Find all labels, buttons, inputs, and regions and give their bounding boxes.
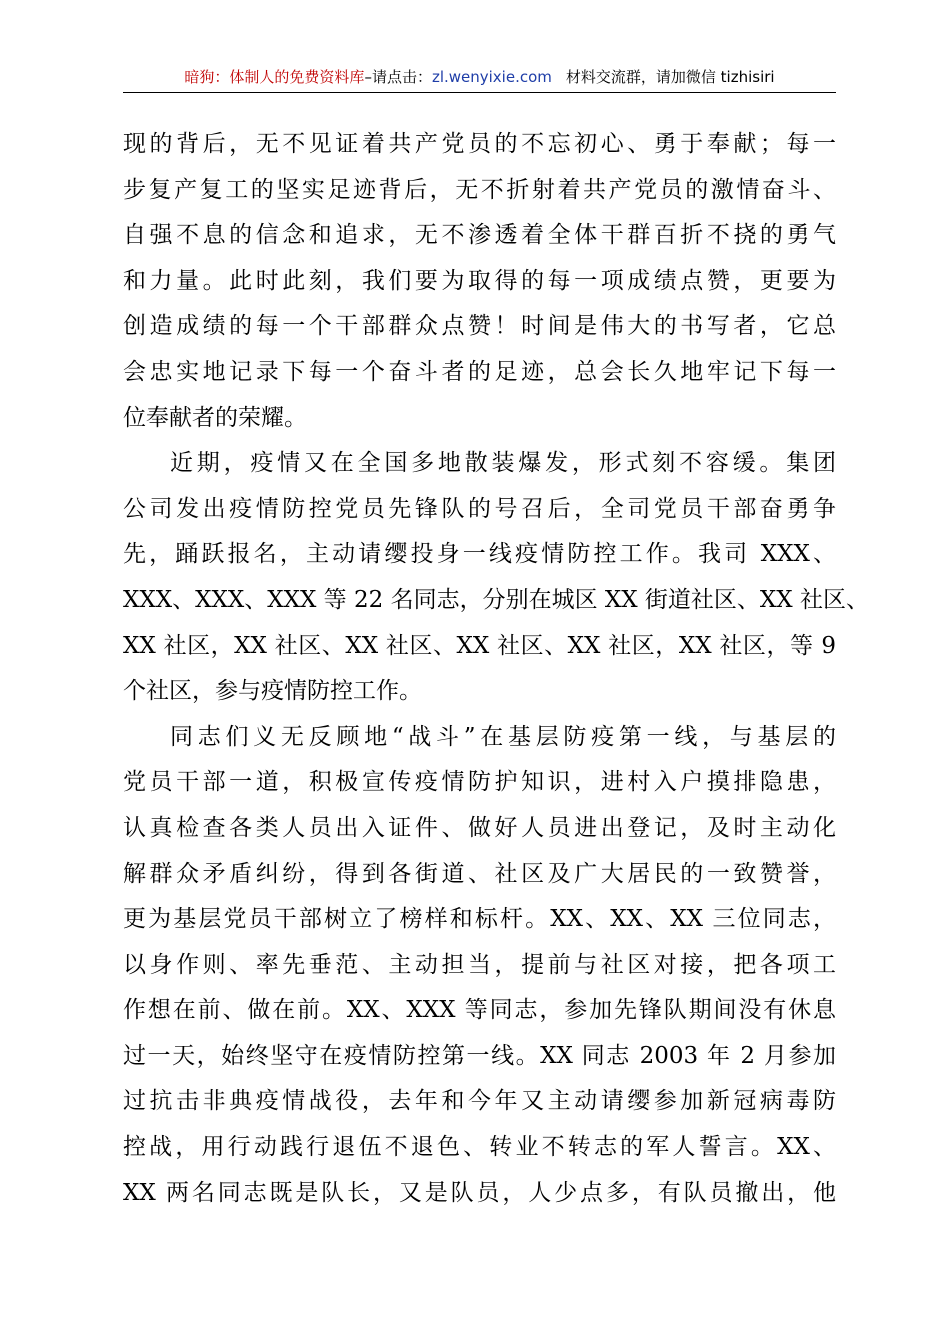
header-brand: 暗狗：体制人的免费资料库: [184, 68, 365, 86]
text-line: 党员干部一道，积极宣传疫情防护知识，进村入户摸排隐患，: [123, 769, 836, 796]
page-header: [123, 62, 836, 93]
text-line: 以身作则、率先垂范、主动担当，提前与社区对接，把各项工: [123, 951, 836, 978]
text-line: 作想在前、做在前。XX、XXX 等同志，参加先锋队期间没有休息: [123, 997, 836, 1024]
header-wechat-note: 材料交流群，请加微信 tizhisiri: [565, 68, 775, 86]
text-line: 控战，用行动践行退伍不退色、转业不转志的军人誓言。XX、: [123, 1134, 836, 1161]
text-line: 现的背后，无不见证着共产党员的不忘初心、勇于奉献；每一: [123, 131, 836, 157]
paragraph-end-line: 个社区，参与疫情防控工作。: [123, 678, 422, 705]
text-line: 会忠实地记录下每一个奋斗者的足迹，总会长久地牢记下每一: [123, 358, 836, 385]
document-body: [123, 122, 869, 1216]
text-line: 公司发出疫情防控党员先锋队的号召后，全司党员干部奋勇争: [123, 495, 836, 522]
text-line: 创造成绩的每一个干部群众点赞！时间是伟大的书写者，它总: [123, 313, 836, 340]
text-line: 更为基层党员干部树立了榜样和标杆。XX、XX、XX 三位同志，: [123, 906, 836, 933]
text-line: 和力量。此时此刻，我们要为取得的每一项成绩点赞，更要为: [123, 267, 836, 294]
paragraph-start-line: 同志们义无反顾地“战斗”在基层防疫第一线，与基层的: [170, 723, 836, 750]
text-line: XX 社区，XX 社区、XX 社区、XX 社区、XX 社区，XX 社区，等 9: [123, 632, 836, 659]
text-line: 步复产复工的坚实足迹背后，无不折射着共产党员的激情奋斗、: [123, 176, 836, 203]
paragraph-end-line: 位奉献者的荣耀。: [123, 404, 307, 431]
header-url-link[interactable]: zl.wenyixie.com: [431, 68, 552, 86]
paragraph-start-line: 近期，疫情又在全国多地散装爆发，形式刻不容缓。集团: [170, 450, 836, 477]
text-line: XXX、XXX、XXX 等 22 名同志，分别在城区 XX 街道社区、XX 社区、: [123, 586, 869, 613]
text-line: XX 两名同志既是队长，又是队员，人少点多，有队员撤出，他: [123, 1179, 836, 1206]
text-line: 认真检查各类人员出入证件、做好人员进出登记，及时主动化: [123, 814, 836, 841]
text-line: 自强不息的信念和追求，无不渗透着全体干群百折不挠的勇气: [123, 222, 836, 249]
text-line: 过一天，始终坚守在疫情防控第一线。XX 同志 2003 年 2 月参加: [123, 1042, 836, 1069]
header-click-prefix: –请点击：: [364, 68, 432, 86]
text-line: 先，踊跃报名，主动请缨投身一线疫情防控工作。我司 XXX、: [123, 541, 836, 568]
text-line: 过抗击非典疫情战役，去年和今年又主动请缨参加新冠病毒防: [123, 1088, 836, 1115]
text-line: 解群众矛盾纠纷，得到各街道、社区及广大居民的一致赞誉，: [123, 860, 836, 887]
